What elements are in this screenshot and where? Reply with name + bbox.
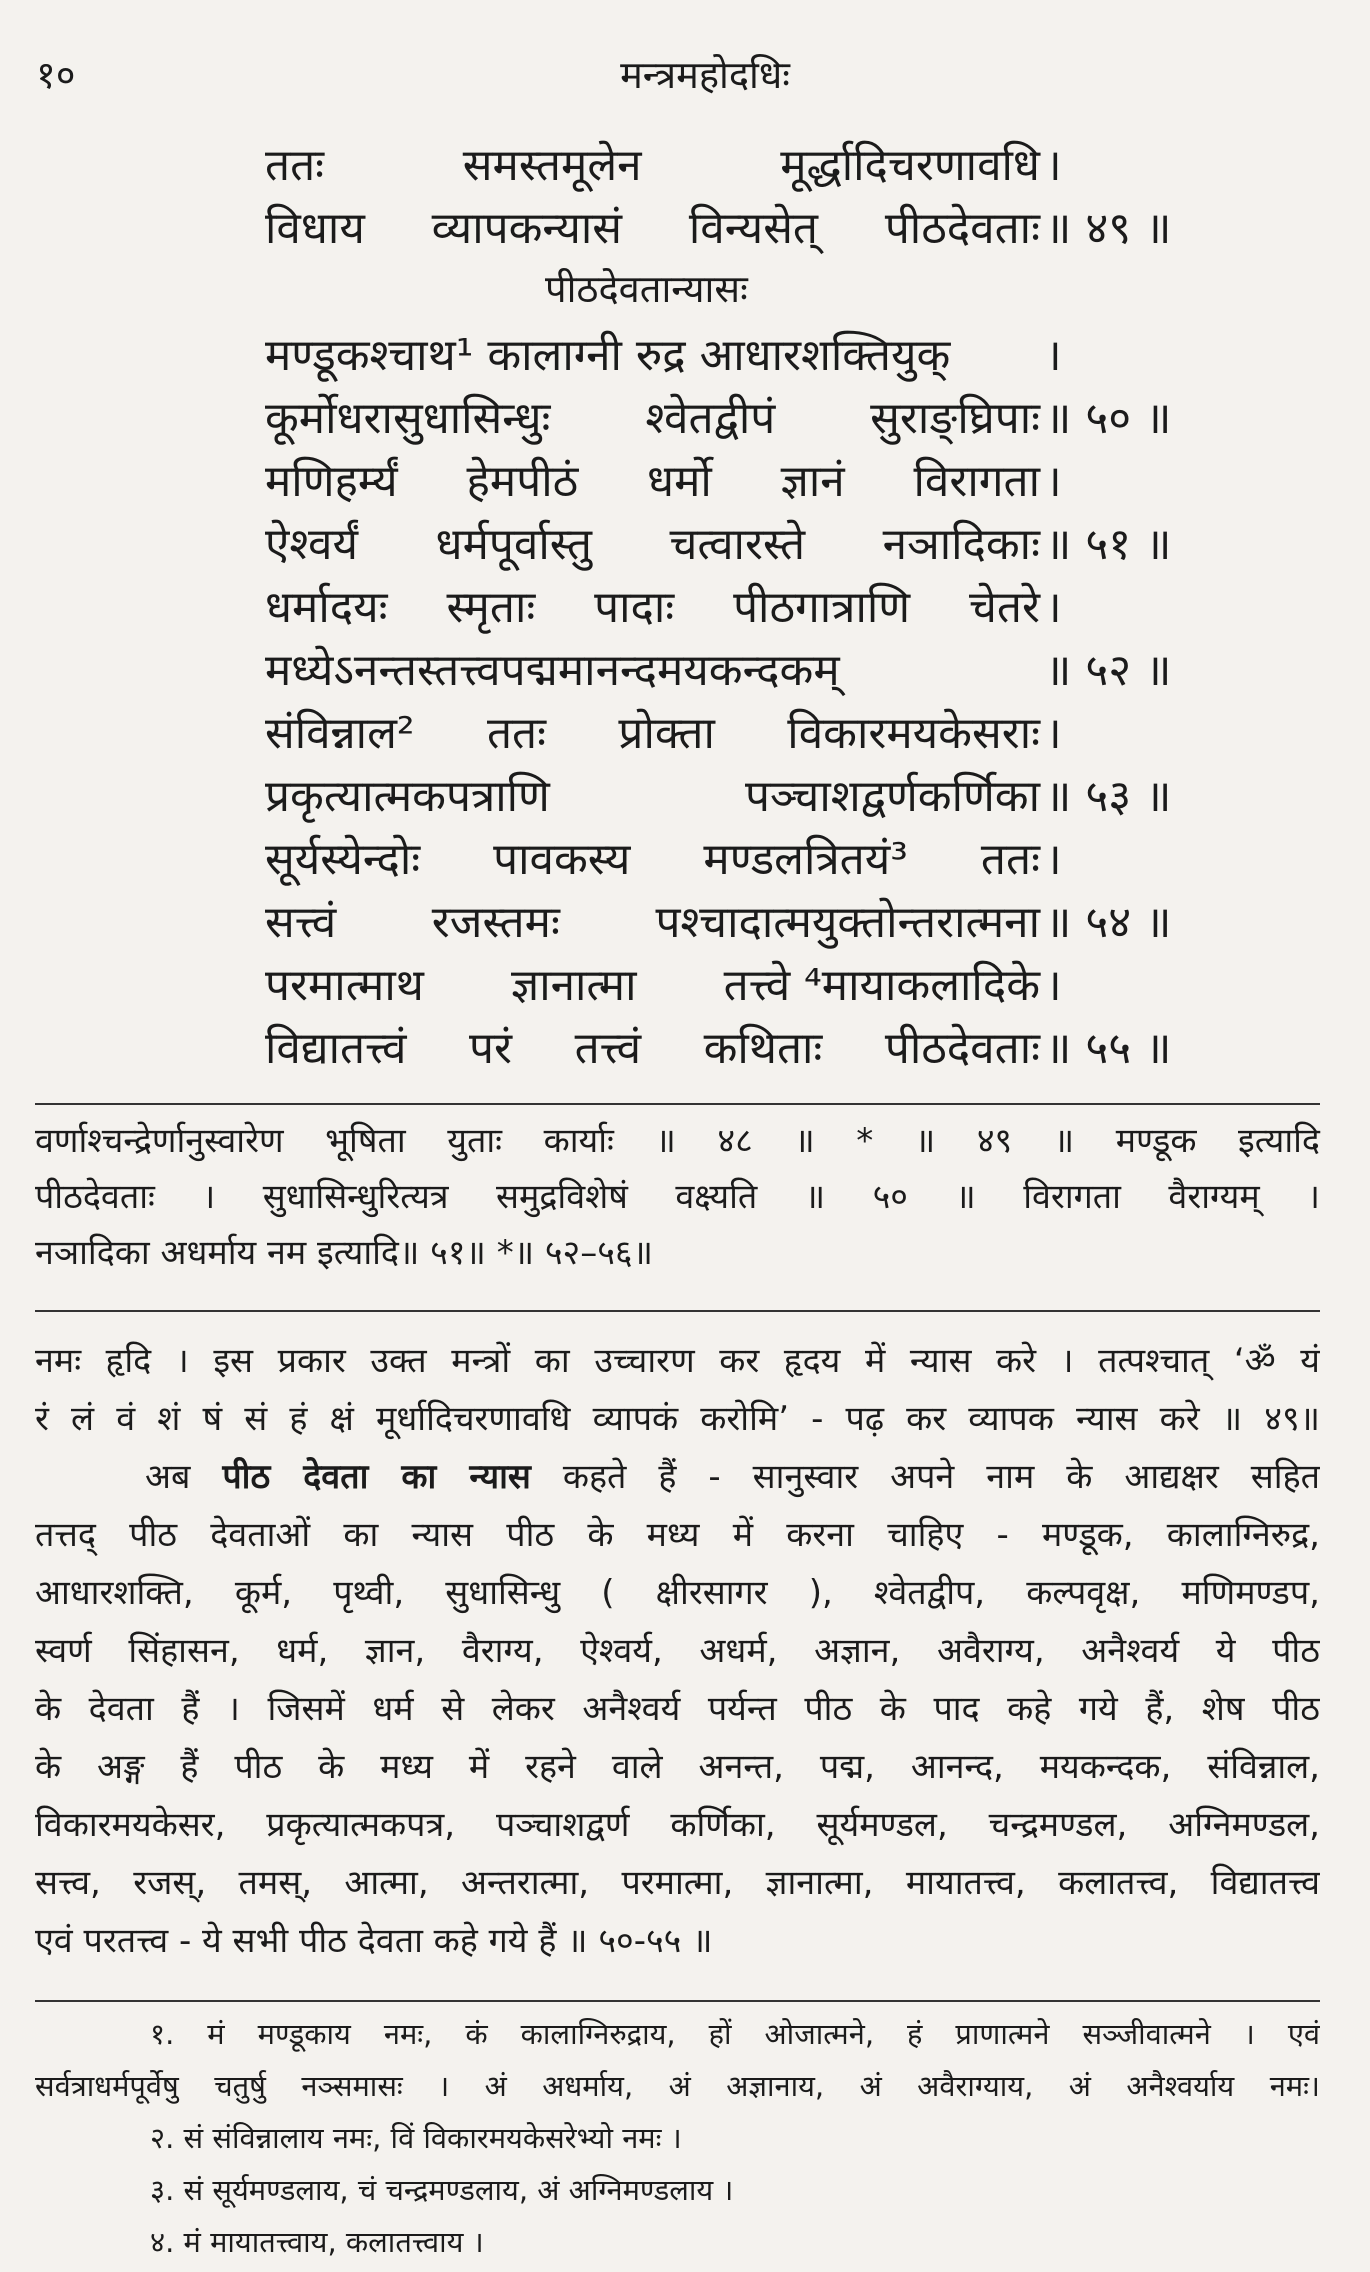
verse-word: पञ्चाशद्वर्णकर्णिका: [745, 771, 1040, 822]
translation-line: [35, 1448, 1320, 1506]
verse-text: [265, 514, 1040, 576]
verse-word: धर्मो: [647, 456, 712, 507]
translation-line: के देवता हैं । जिसमें धर्म से लेकर अनैश्वर्य पर्यन्त पीठ के पाद कहे गये हैं, शेष पीठ: [35, 1689, 1320, 1729]
verse-word: परं: [469, 1023, 513, 1074]
verse-word: व्यापकन्यासं: [431, 203, 623, 254]
verse-word: ज्ञानात्मा: [511, 960, 637, 1011]
verse-end-mark: ।: [1045, 330, 1062, 381]
verse-text: [265, 135, 1040, 197]
verse-text: [265, 198, 1040, 260]
translation-line: के अङ्ग हैं पीठ के मध्य में रहने वाले अनन्त, पद्म, आनन्द, मयकन्दक, संविन्नाल,: [35, 1747, 1320, 1787]
commentary-line: नञादिका अधर्माय नम इत्यादि॥ ५१॥ *॥ ५२–५६॥: [35, 1233, 653, 1273]
bold-phrase: पीठ देवता का न्यास: [222, 1457, 531, 1497]
footnotes: [35, 2008, 1320, 2268]
verse-word: चत्वारस्ते: [669, 519, 806, 570]
verse-text: [265, 640, 1040, 702]
verse-word: विरागता: [913, 456, 1040, 507]
verse-word: पादाः: [594, 582, 675, 633]
verse-line: [0, 892, 1370, 954]
verse-word: ततः: [265, 140, 325, 191]
footnote-rule: [35, 2000, 1320, 2002]
verse-word: तत्त्वे ⁴मायाकलादिके: [723, 960, 1040, 1011]
verse-word: सुराङ्घ्रिपाः: [870, 393, 1040, 444]
verse-word: चेतरे: [968, 582, 1040, 633]
divider-rule: [35, 1103, 1320, 1105]
verse-word: श्वेतद्वीपं: [645, 393, 776, 444]
verse-word: मूर्द्धादिचरणावधि: [780, 140, 1040, 191]
verse-word: हेमपीठं: [466, 456, 579, 507]
verse-text: [265, 1018, 1040, 1080]
verse-end-mark: ।: [1045, 960, 1062, 1011]
translation-line: सत्त्व, रजस्, तमस्, आत्मा, अन्तरात्मा, परमात्मा, ज्ञानात्मा, मायातत्त्व, कलातत्त्व, विद्यातत्त्व: [35, 1863, 1320, 1903]
verse-line: [0, 829, 1370, 891]
verse-text: [265, 388, 1040, 450]
verse-end-mark: ।: [1045, 834, 1062, 885]
verse-word: धर्मपूर्वास्तु: [435, 519, 592, 570]
verse-text: [265, 955, 1040, 1017]
verse-end-mark: ॥ ५५ ॥: [1045, 1023, 1172, 1074]
translation-line: तत्तद् पीठ देवताओं का न्यास पीठ के मध्य में करना चाहिए - मण्डूक, कालाग्निरुद्र,: [35, 1515, 1320, 1555]
verse-end-mark: ।: [1045, 582, 1062, 633]
running-title: मन्त्रमहोदधिः: [620, 53, 790, 97]
verse-line: [0, 514, 1370, 576]
footnote-line: सर्वत्राधर्मपूर्वेषु चतुर्षु नञ्समासः । अं अधर्माय, अं अज्ञानाय, अं अवैराग्याय, अं अनैश्वर्याय नमः।: [35, 2069, 1320, 2103]
verse-word: विद्यातत्त्वं: [265, 1023, 407, 1074]
verse-word: मध्येऽनन्तस्तत्त्वपद्ममानन्दमयकन्दकम्: [265, 645, 840, 696]
verse-text: [265, 577, 1040, 639]
verse-line: [0, 703, 1370, 765]
verse-line: [0, 766, 1370, 828]
translation-line: रं लं वं शं षं सं हं क्षं मूर्धादिचरणावधि व्यापकं करोमि’ - पढ़ कर व्यापक न्यास करे ॥ ४९॥: [35, 1399, 1320, 1439]
sanskrit-commentary: [35, 1113, 1320, 1281]
verse-end-mark: ॥ ५१ ॥: [1045, 519, 1172, 570]
translation-line: विकारमयकेसर, प्रकृत्यात्मकपत्र, पञ्चाशद्वर्ण कर्णिका, सूर्यमण्डल, चन्द्रमण्डल, अग्निमण्डल,: [35, 1805, 1320, 1845]
footnote-line: १. मं मण्डूकाय नमः, कं कालाग्निरुद्राय, हों ओजात्मने, हं प्राणात्मने सञ्जीवात्मने । एवं: [150, 2017, 1320, 2051]
verse-line: [0, 1018, 1370, 1080]
hindi-translation: [35, 1332, 1320, 1970]
verse-line: [0, 451, 1370, 513]
page-number: १०: [36, 53, 76, 97]
verse-text: [265, 829, 1040, 891]
verse-word: स्मृताः: [446, 582, 536, 633]
verse-end-mark: ॥ ४९ ॥: [1045, 203, 1172, 254]
verse-word: समस्तमूलेन: [462, 140, 642, 191]
verse-word: नञादिकाः: [882, 519, 1040, 570]
verse-word: विकारमयकेसराः: [787, 708, 1040, 759]
verse-word: ततः: [486, 708, 547, 759]
commentary-line: वर्णाश्चन्द्रेर्णानुस्वारेण भूषिता युताः कार्याः ॥ ४८ ॥ * ॥ ४९ ॥ मण्डूक इत्यादि: [35, 1121, 1320, 1161]
footnote-line: ३. सं सूर्यमण्डलाय, चं चन्द्रमण्डलाय, अं अग्निमण्डलाय ।: [150, 2173, 734, 2207]
text-run: कहते हैं - सानुस्वार अपने नाम के आद्यक्षर सहित: [530, 1457, 1320, 1497]
verse-word: प्रोक्ता: [618, 708, 715, 759]
verse-line: [0, 640, 1370, 702]
verse-word: ततः: [980, 834, 1040, 885]
verse-end-mark: ।: [1045, 140, 1062, 191]
verse-word: पीठदेवताः: [884, 1023, 1040, 1074]
verse-end-mark: ॥ ५० ॥: [1045, 393, 1172, 444]
text-run: अब: [145, 1457, 223, 1497]
verse-word: विन्यसेत्: [688, 203, 819, 254]
verse-word: तत्त्वं: [574, 1023, 642, 1074]
divider-rule: [35, 1310, 1320, 1312]
verse-word: परमात्माथ: [265, 960, 424, 1011]
commentary-line: पीठदेवताः । सुधासिन्धुरित्यत्र समुद्रविशेषं वक्ष्यति ॥ ५० ॥ विरागता वैराग्यम् ।: [35, 1177, 1320, 1217]
verse-word: कूर्मोधरासुधासिन्धुः: [265, 393, 551, 444]
verse-line: [0, 955, 1370, 1017]
verse-line: [0, 198, 1370, 260]
verse-line: [0, 577, 1370, 639]
verse-word: मणिहर्म्यं: [265, 456, 398, 507]
verse-line: [0, 388, 1370, 450]
verse-word: ज्ञानं: [780, 456, 845, 507]
verse-word: मण्डलत्रितयं³: [703, 834, 908, 885]
verse-word: सूर्यस्येन्दोः: [265, 834, 421, 885]
verse-end-mark: ॥ ५२ ॥: [1045, 645, 1172, 696]
verse-word: पीठदेवताः: [884, 203, 1040, 254]
verse-end-mark: ॥ ५४ ॥: [1045, 897, 1172, 948]
verse-end-mark: ।: [1045, 456, 1062, 507]
verse-word: कथिताः: [703, 1023, 823, 1074]
verse-word: धर्मादयः: [265, 582, 388, 633]
verse-text: [265, 325, 1040, 387]
verse-text: [265, 703, 1040, 765]
verse-word: मण्डूकश्चाथ¹ कालाग्नी रुद्र आधारशक्तियुक्: [265, 330, 951, 381]
verse-word: पश्चादात्मयुक्तोन्तरात्मना: [655, 897, 1040, 948]
verse-word: रजस्तमः: [431, 897, 560, 948]
verse-word: पीठगात्राणि: [733, 582, 911, 633]
verse-word: सत्त्वं: [265, 897, 337, 948]
footnote-line: ४. मं मायातत्त्वाय, कलातत्त्वाय ।: [150, 2225, 484, 2259]
translation-line: स्वर्ण सिंहासन, धर्म, ज्ञान, वैराग्य, ऐश्वर्य, अधर्म, अज्ञान, अवैराग्य, अनैश्वर्य ये पीठ: [35, 1631, 1320, 1671]
verse-text: [265, 766, 1040, 828]
verse-text: [265, 892, 1040, 954]
verse-word: विधाय: [265, 203, 365, 254]
footnote-line: २. सं संविन्नालाय नमः, विं विकारमयकेसरेभ्यो नमः ।: [150, 2121, 682, 2155]
verse-word: पावकस्य: [493, 834, 631, 885]
verse-line: [0, 325, 1370, 387]
verse-word: ऐश्वर्यं: [265, 519, 359, 570]
verse-text: [265, 451, 1040, 513]
verse-end-mark: ।: [1045, 708, 1062, 759]
verse-line: [0, 135, 1370, 197]
translation-line: नमः हृदि । इस प्रकार उक्त मन्त्रों का उच्चारण कर हृदय में न्यास करे । तत्पश्चात् ‘ॐ यं: [35, 1341, 1320, 1381]
verse-word: प्रकृत्यात्मकपत्राणि: [265, 771, 550, 822]
translation-line: एवं परतत्त्व - ये सभी पीठ देवता कहे गये हैं ॥ ५०-५५ ॥: [35, 1921, 713, 1961]
translation-line: आधारशक्ति, कूर्म, पृथ्वी, सुधासिन्धु ( क्षीरसागर ), श्वेतद्वीप, कल्पवृक्ष, मणिमण्डप,: [35, 1573, 1320, 1613]
section-subheading: पीठदेवतान्यासः: [545, 267, 748, 311]
verse-word: संविन्नाल²: [265, 708, 415, 759]
verse-end-mark: ॥ ५३ ॥: [1045, 771, 1172, 822]
